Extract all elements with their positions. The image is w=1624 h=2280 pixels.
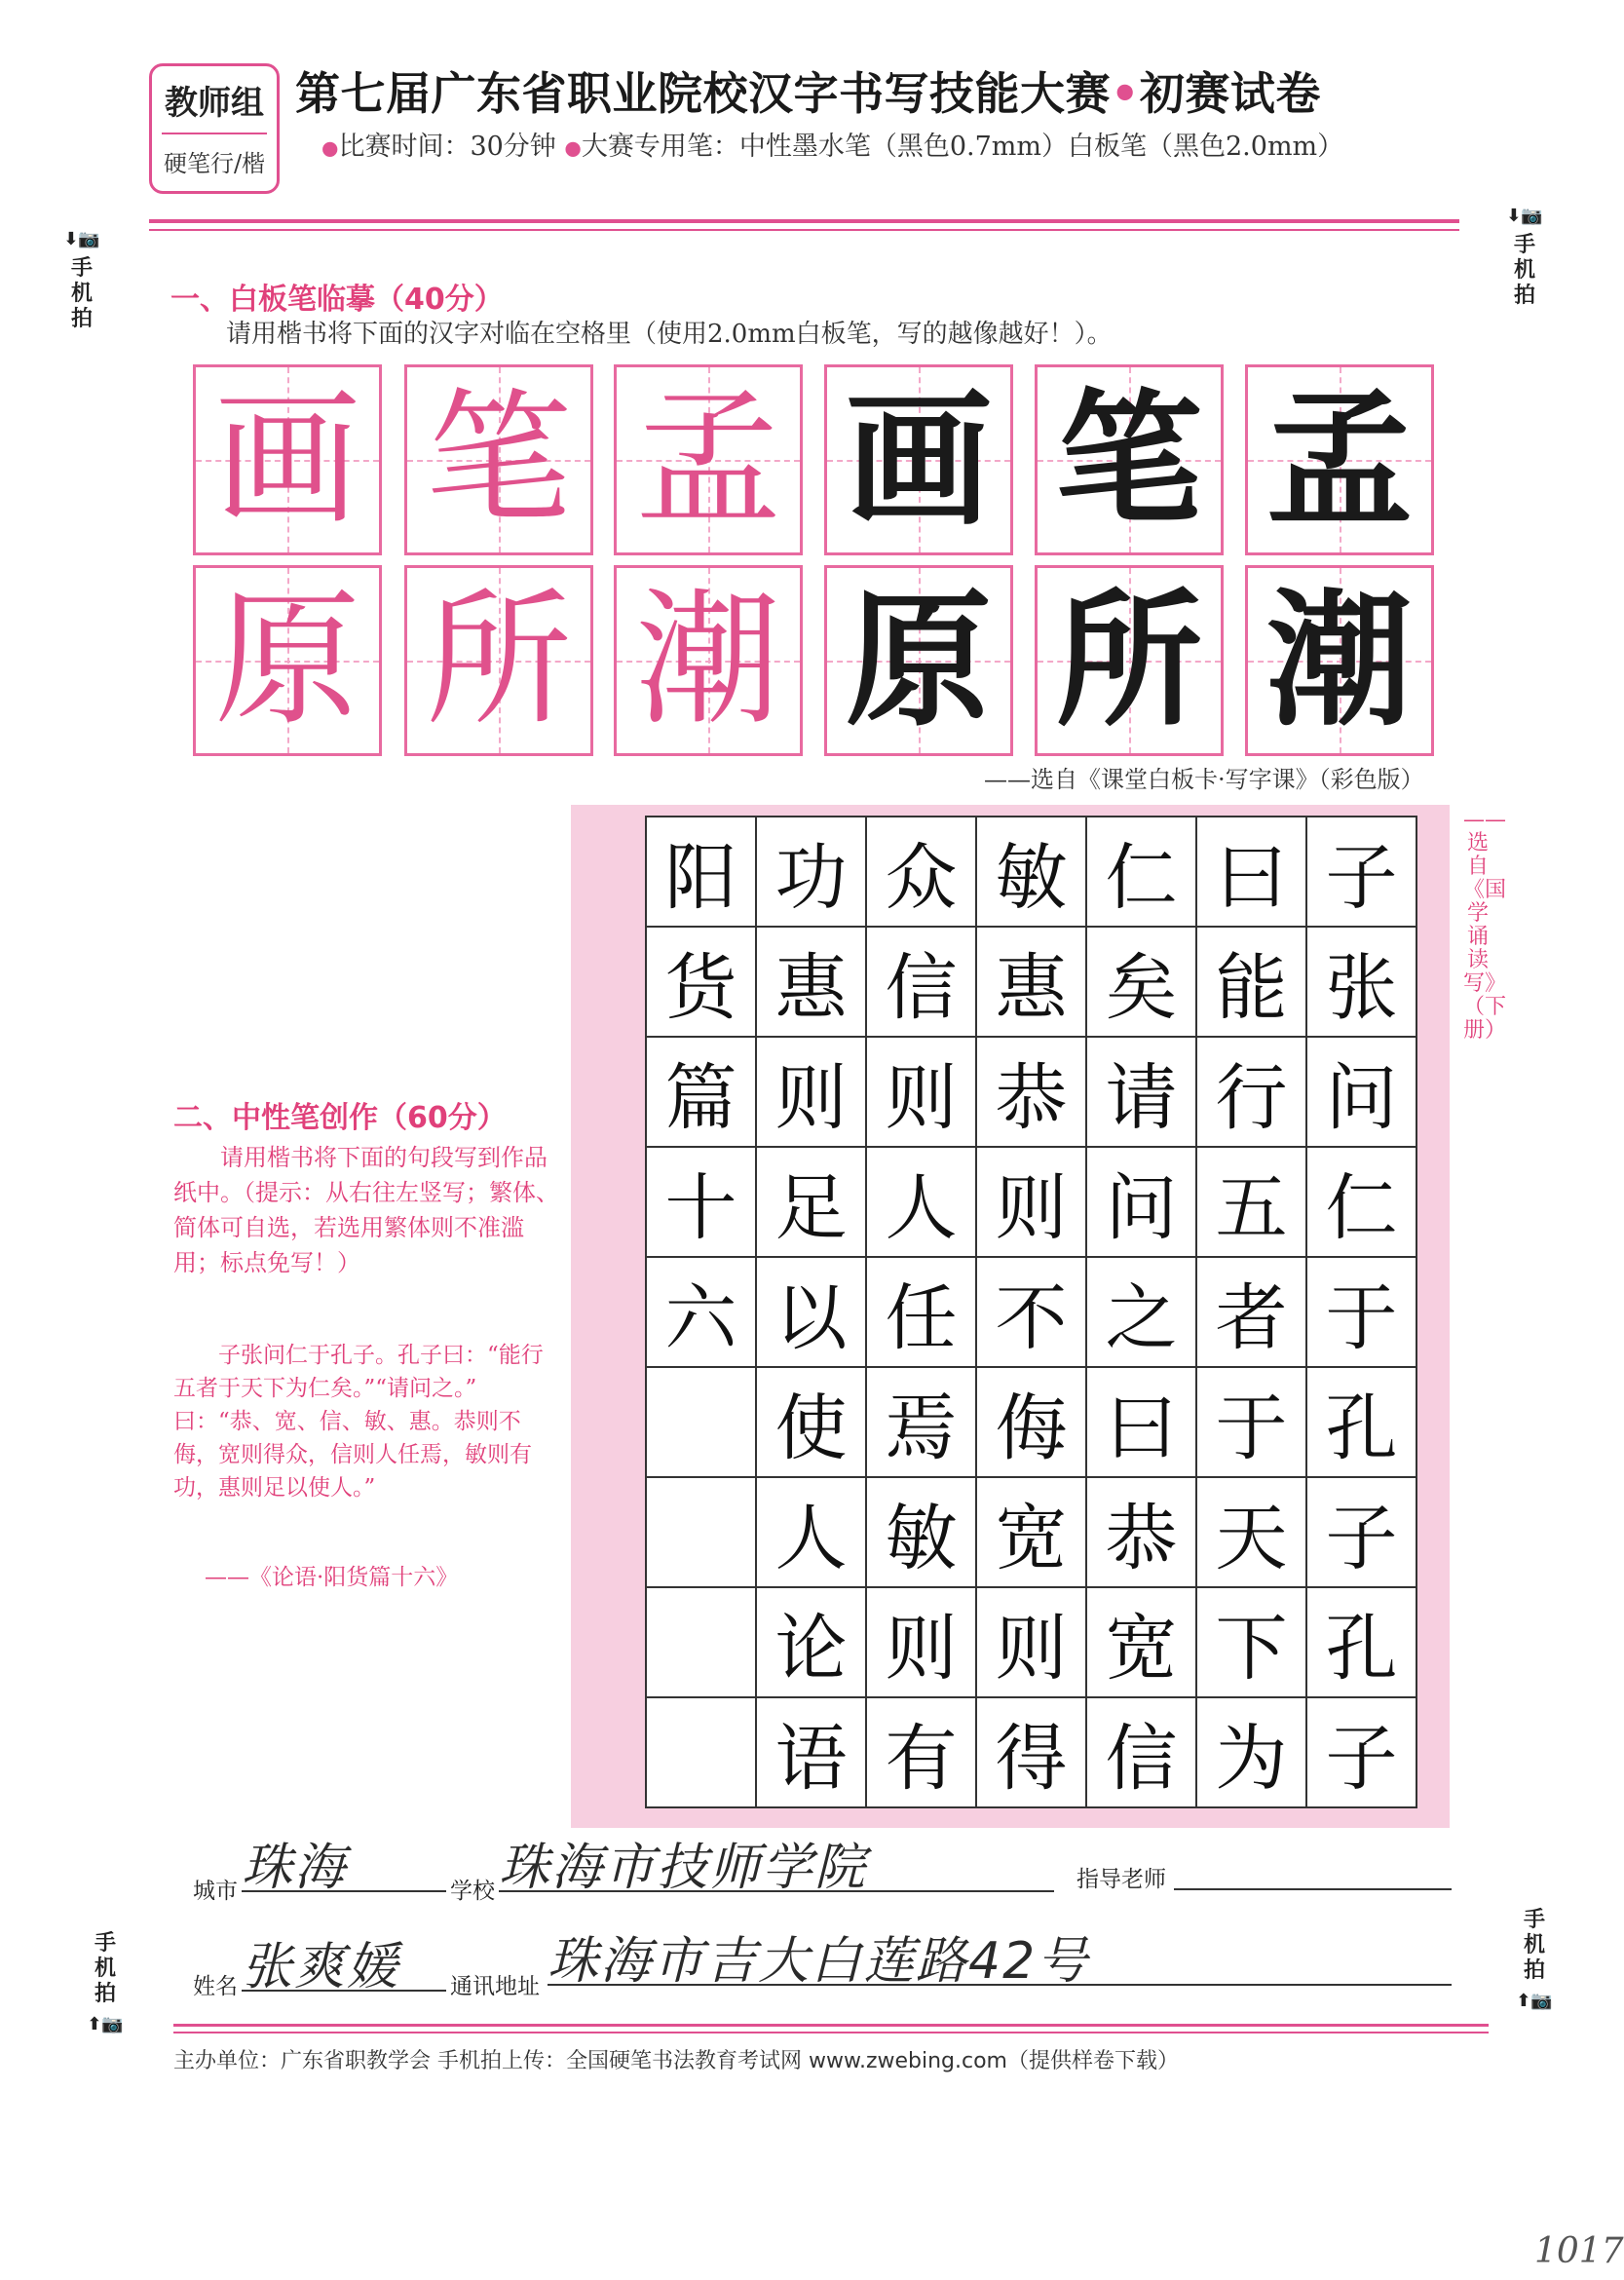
grid-cell: 则 bbox=[976, 1147, 1086, 1257]
title-suffix: 初赛试卷 bbox=[1139, 67, 1321, 120]
grid-cell: 五 bbox=[1196, 1147, 1306, 1257]
address-field[interactable]: 珠海市吉大白莲路42号 bbox=[548, 1919, 1452, 1986]
grid-cell: 功 bbox=[756, 817, 866, 927]
grid-cell: 惠 bbox=[756, 927, 866, 1037]
phone-tag-bottom-right bbox=[1515, 1908, 1554, 2014]
grid-cell: 仁 bbox=[1086, 817, 1196, 927]
phone-tag-text: 手机拍 bbox=[1513, 233, 1535, 308]
grid-row bbox=[646, 1037, 1416, 1147]
grid-cell bbox=[646, 1477, 756, 1587]
grid-cell: 子 bbox=[1306, 817, 1416, 927]
grid-cell: 于 bbox=[1196, 1367, 1306, 1477]
copy-cell bbox=[404, 364, 593, 555]
copy-cell bbox=[1035, 565, 1224, 756]
title-main: 第七届广东省职业院校汉字书写技能大赛 bbox=[295, 67, 1111, 120]
grid-cell: 敏 bbox=[976, 817, 1086, 927]
grid-cell: 恭 bbox=[976, 1037, 1086, 1147]
copy-cell bbox=[404, 565, 593, 756]
grid-row bbox=[646, 1257, 1416, 1367]
grid-cell: 能 bbox=[1196, 927, 1306, 1037]
grid-cell: 曰 bbox=[1196, 817, 1306, 927]
page-number: 1017 bbox=[1534, 2231, 1624, 2271]
grid-cell: 篇 bbox=[646, 1037, 756, 1147]
group-badge bbox=[149, 63, 280, 194]
copy-cell bbox=[614, 364, 803, 555]
grid-cell: 天 bbox=[1196, 1477, 1306, 1587]
section2-heading: 二、中性笔创作（60分） bbox=[173, 1101, 507, 1135]
school-label: 学校 bbox=[450, 1879, 495, 1904]
copy-cell bbox=[1245, 565, 1434, 756]
grid-cell: 孔 bbox=[1306, 1587, 1416, 1697]
camera-up-icon: ⬆📷 bbox=[1516, 1991, 1553, 2011]
grid-cell: 不 bbox=[976, 1257, 1086, 1367]
school-field[interactable]: 珠海市技师学院 bbox=[499, 1826, 1054, 1892]
exam-time: 比赛时间：30分钟 bbox=[338, 132, 556, 162]
phone-tag-top-left bbox=[62, 226, 101, 332]
title-dot: • bbox=[1111, 67, 1140, 120]
model-char: 所 bbox=[425, 576, 572, 745]
grid-cell: 宽 bbox=[1086, 1587, 1196, 1697]
teacher-label: 指导老师 bbox=[1076, 1867, 1166, 1892]
header-divider bbox=[149, 219, 1459, 231]
grid-cell: 论 bbox=[756, 1587, 866, 1697]
grid-cell: 惠 bbox=[976, 927, 1086, 1037]
section1-heading: 一、白板笔临摹（40分） bbox=[170, 283, 504, 317]
model-char: 潮 bbox=[634, 576, 781, 745]
section1-source: ——选自《课堂白板卡·写字课》（彩色版） bbox=[984, 766, 1424, 793]
footer-text: 主办单位：广东省职教学会 手机拍上传：全国硬笔书法教育考试网 www.zwebing.com（提供样卷下载） bbox=[173, 2049, 1179, 2073]
camera-down-icon: ⬇📷 bbox=[1506, 206, 1543, 226]
written-char: 画 bbox=[845, 374, 992, 546]
grid-cell: 则 bbox=[976, 1587, 1086, 1697]
copy-cell bbox=[193, 364, 382, 555]
city-label: 城市 bbox=[193, 1879, 238, 1904]
grid-cell: 则 bbox=[756, 1037, 866, 1147]
grid-cell: 子 bbox=[1306, 1697, 1416, 1807]
pen-info: 大赛专用笔：中性墨水笔（黑色0.7mm）白板笔（黑色2.0mm） bbox=[581, 132, 1344, 162]
grid-cell: 使 bbox=[756, 1367, 866, 1477]
grid-cell: 则 bbox=[866, 1037, 976, 1147]
grid-row bbox=[646, 1367, 1416, 1477]
grid-source-vertical: ——选自《国学诵读写》（下册） bbox=[1463, 808, 1507, 1043]
copy-cell bbox=[1035, 364, 1224, 555]
grid-cell: 于 bbox=[1306, 1257, 1416, 1367]
grid-cell: 者 bbox=[1196, 1257, 1306, 1367]
grid-cell bbox=[646, 1697, 756, 1807]
grid-cell: 敏 bbox=[866, 1477, 976, 1587]
camera-up-icon: ⬆📷 bbox=[87, 2014, 124, 2034]
grid-cell: 语 bbox=[756, 1697, 866, 1807]
grid-cell: 十 bbox=[646, 1147, 756, 1257]
grid-cell: 张 bbox=[1306, 927, 1416, 1037]
badge-divider bbox=[162, 133, 267, 134]
grid-cell: 请 bbox=[1086, 1037, 1196, 1147]
phone-tag-bottom-left bbox=[86, 1931, 125, 2037]
grid-cell: 仁 bbox=[1306, 1147, 1416, 1257]
grid-row bbox=[646, 927, 1416, 1037]
grid-cell: 问 bbox=[1306, 1037, 1416, 1147]
copy-cell bbox=[824, 565, 1013, 756]
copy-cell bbox=[1245, 364, 1434, 555]
section2-passage: 子张问仁于孔子。孔子曰：“能行五者于天下为仁矣。”“请问之。” 曰：“恭、宽、信、敏、惠。恭则不侮，宽则得众，信则人任焉，敏则有功，惠则足以使人。” bbox=[173, 1343, 544, 1501]
page-title bbox=[295, 58, 1321, 123]
exam-info bbox=[321, 125, 1343, 163]
badge-group-label: 教师组 bbox=[165, 84, 264, 123]
grid-cell: 众 bbox=[866, 817, 976, 927]
name-label: 姓名 bbox=[193, 1974, 238, 1999]
copy-cell bbox=[824, 364, 1013, 555]
written-char: 原 bbox=[845, 575, 992, 746]
model-char: 原 bbox=[213, 576, 360, 745]
grid-row bbox=[646, 1147, 1416, 1257]
work-grid bbox=[645, 816, 1417, 1808]
phone-tag-top-right bbox=[1505, 203, 1544, 309]
copy-cell bbox=[614, 565, 803, 756]
grid-cell: 得 bbox=[976, 1697, 1086, 1807]
grid-cell: 矣 bbox=[1086, 927, 1196, 1037]
passage-source: ——《论语·阳货篇十六》 bbox=[205, 1565, 459, 1590]
camera-down-icon: ⬇📷 bbox=[63, 229, 100, 249]
phone-tag-text: 手机拍 bbox=[70, 256, 93, 331]
grid-cell: 阳 bbox=[646, 817, 756, 927]
grid-row bbox=[646, 817, 1416, 927]
model-char: 画 bbox=[213, 375, 360, 545]
model-char: 孟 bbox=[634, 375, 781, 545]
grid-cell: 曰 bbox=[1086, 1367, 1196, 1477]
footer-divider bbox=[173, 2024, 1489, 2033]
grid-cell: 下 bbox=[1196, 1587, 1306, 1697]
section2-instruction: 请用楷书将下面的句段写到作品纸中。（提示：从右往左竖写；繁体、简体可自选，若选用繁体则不准滥用；标点免写！） bbox=[173, 1144, 559, 1276]
bullet-icon: ● bbox=[564, 135, 582, 160]
grid-cell: 则 bbox=[866, 1587, 976, 1697]
teacher-field[interactable] bbox=[1174, 1832, 1452, 1890]
grid-cell: 足 bbox=[756, 1147, 866, 1257]
grid-cell: 信 bbox=[866, 927, 976, 1037]
grid-cell: 子 bbox=[1306, 1477, 1416, 1587]
written-char: 所 bbox=[1055, 575, 1202, 746]
grid-cell: 以 bbox=[756, 1257, 866, 1367]
grid-cell: 六 bbox=[646, 1257, 756, 1367]
model-char: 笔 bbox=[425, 375, 572, 545]
written-char: 潮 bbox=[1265, 575, 1413, 746]
section1-instruction: 请用楷书将下面的汉字对临在空格里（使用2.0mm白板笔，写的越像越好！）。 bbox=[226, 320, 1113, 349]
copy-cell bbox=[193, 565, 382, 756]
grid-cell: 任 bbox=[866, 1257, 976, 1367]
phone-tag-text: 手机拍 bbox=[1523, 1908, 1545, 1983]
written-char: 孟 bbox=[1265, 374, 1413, 546]
grid-cell: 信 bbox=[1086, 1697, 1196, 1807]
grid-cell: 人 bbox=[866, 1147, 976, 1257]
written-char: 笔 bbox=[1055, 374, 1202, 546]
grid-cell: 有 bbox=[866, 1697, 976, 1807]
grid-cell: 孔 bbox=[1306, 1367, 1416, 1477]
grid-cell: 侮 bbox=[976, 1367, 1086, 1477]
address-label: 通讯地址 bbox=[450, 1974, 540, 1999]
city-field[interactable]: 珠海 bbox=[242, 1826, 446, 1892]
grid-cell: 焉 bbox=[866, 1367, 976, 1477]
grid-cell: 行 bbox=[1196, 1037, 1306, 1147]
grid-cell: 之 bbox=[1086, 1257, 1196, 1367]
grid-cell: 恭 bbox=[1086, 1477, 1196, 1587]
grid-cell: 宽 bbox=[976, 1477, 1086, 1587]
grid-cell: 人 bbox=[756, 1477, 866, 1587]
grid-cell: 为 bbox=[1196, 1697, 1306, 1807]
grid-cell: 货 bbox=[646, 927, 756, 1037]
grid-cell bbox=[646, 1587, 756, 1697]
badge-category-label: 硬笔行/楷 bbox=[163, 150, 266, 177]
name-field[interactable]: 张爽媛 bbox=[242, 1925, 446, 1992]
phone-tag-text: 手机拍 bbox=[94, 1931, 116, 2006]
bullet-icon: ● bbox=[321, 135, 339, 160]
grid-row bbox=[646, 1697, 1416, 1807]
grid-row bbox=[646, 1477, 1416, 1587]
grid-cell bbox=[646, 1367, 756, 1477]
grid-cell: 问 bbox=[1086, 1147, 1196, 1257]
grid-row bbox=[646, 1587, 1416, 1697]
